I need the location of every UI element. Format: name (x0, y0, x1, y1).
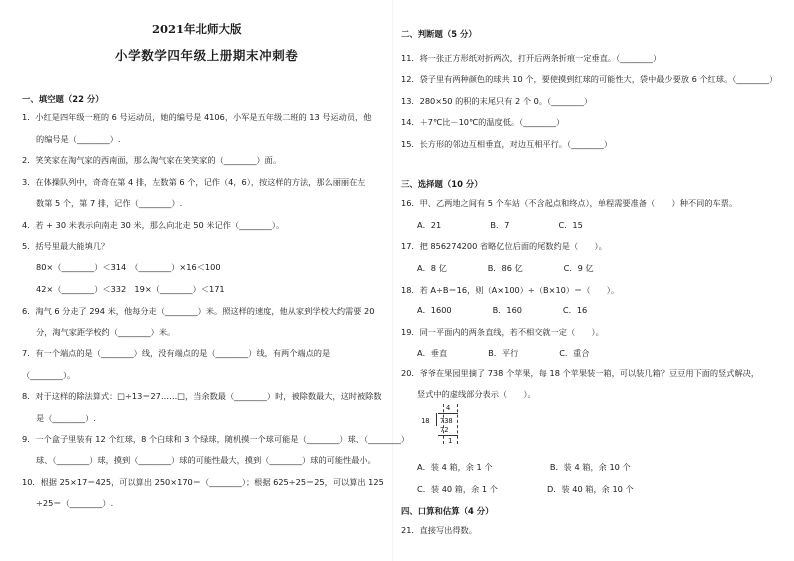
question-17-options: A．8 亿 B．86 亿 C．9 亿 (417, 263, 594, 273)
question-7-line1: 7．有一个端点的是（________）线，没有端点的是（________）线，有两个端点的是 (22, 348, 331, 358)
question-11: 11．将一张正方形纸对折两次，打开后两条折痕一定垂直。（________） (401, 53, 662, 63)
column-divider (392, 0, 393, 561)
division-bracket (436, 413, 437, 426)
question-10-line1: 10．根据 25×17＝425，可以算出 250×170＝（________）；根据 625÷25＝25，可以算出 125 (22, 477, 384, 487)
question-14: 14．＋7℃比－10℃的温度低。（________） (401, 117, 565, 127)
question-3-line2: 数第 5 个，第 7 排，记作（________）. (36, 198, 183, 208)
section-choice: 三、选择题（10 分） (401, 179, 483, 189)
section-judge: 二、判断题（5 分） (401, 29, 477, 39)
question-16-options: A．21 B．7 C．15 (417, 220, 583, 230)
question-20-line2: 竖式中的虚线部分表示（ ）。 (417, 389, 536, 399)
question-12: 12．袋子里有两种颜色的球共 10 个，要使摸到红球的可能性大，袋中最少要放 6 个红球。（________） (401, 74, 778, 84)
question-1-line1: 1．小红是四年级一班的 6 号运动员，她的编号是 4106，小军是五年级二班的 13 号运动员，他 (22, 112, 372, 122)
long-division-figure (421, 403, 461, 447)
exam-title: 小学数学四年级上册期末冲刺卷 (115, 48, 299, 63)
question-5-row1: 80×（________）＜314 （________）×16＜100 (36, 262, 221, 272)
question-5-row2: 42×（________）＜332 19×（________）＜171 (36, 284, 225, 294)
question-3-line1: 3．在体操队列中，奇奇在第 4 排，左数第 6 个，记作（4，6），按这样的方法，那么丽丽在左 (22, 177, 366, 187)
question-21: 21．直接写出得数。 (401, 525, 477, 535)
question-2: 2．笑笑家在淘气家的西南面，那么淘气家在笑笑家的（________）面。 (22, 155, 282, 165)
exam-title-year: 2021年北师大版 (152, 22, 242, 36)
division-remainder: 1 (448, 437, 453, 445)
question-18: 18．若 A÷B＝16，则（A×100）÷（B×10）＝（ ）。 (401, 285, 620, 295)
question-18-options: A．1600 B．160 C．16 (417, 305, 588, 315)
question-20-line1: 20．爷爷在果园里摘了 738 个苹果，每 18 个苹果装一箱，可以装几箱？豆豆用下面的竖式解决， (401, 368, 760, 378)
division-dividend: 738 (440, 417, 453, 425)
question-4: 4．若 + 30 米表示向南走 30 米，那么向北走 50 米记作（________）。 (22, 220, 285, 230)
question-1-line2: 的编号是（________）. (36, 134, 121, 144)
question-20-options-ab: A．装 4 箱，余 1 个 B．装 4 箱，余 10 个 (417, 462, 631, 472)
question-17: 17．把 856274200 省略亿位后面的尾数约是（ ）。 (401, 241, 607, 251)
question-8-line2: 是（________）. (36, 413, 96, 423)
question-16: 16．甲、乙两地之间有 5 个车站（不含起点和终点），单程需要准备（ ）种不同的车票。 (401, 198, 738, 208)
section-fill-in: 一、填空题（22 分） (22, 94, 104, 104)
question-5: 5．括号里最大能填几？ (22, 241, 110, 251)
question-7-line2: （________）。 (22, 370, 76, 380)
section-oral: 四、口算和估算（4 分） (401, 506, 494, 516)
question-9-line2: 球、（________）球，摸到（________）球的可能性最大，摸到（________）球的可能性最小。 (36, 455, 376, 465)
question-19: 19．同一平面内的两条直线，若不相交就一定（ ）。 (401, 327, 604, 337)
question-6-line2: 分，淘气家距学校约（________）米。 (36, 327, 176, 337)
question-9-line1: 9．一个盒子里装有 12 个红球，8 个白球和 3 个绿球，随机摸一个球可能是（________）球、（________） (22, 434, 410, 444)
question-6-line1: 6．淘气 6 分走了 294 米，他每分走（________）米。照这样的速度，他从家到学校大约需要 20 (22, 306, 375, 316)
question-10-line2: ÷25＝（________）. (36, 498, 114, 508)
question-13: 13．280×50 的积的末尾只有 2 个 0。（________） (401, 96, 593, 106)
division-divisor: 18 (421, 417, 430, 425)
division-partial: 72 (440, 426, 449, 434)
dashed-highlight (443, 404, 458, 444)
question-15: 15．长方形的邻边互相垂直，对边互相平行。（________） (401, 139, 613, 149)
division-quotient: 4 (446, 404, 451, 412)
question-19-options: A．垂直 B．平行 C．重合 (417, 348, 590, 358)
question-20-options-cd: C．装 40 箱，余 1 个 D．装 40 箱，余 10 个 (417, 484, 634, 494)
question-8-line1: 8．对于这样的除法算式：□÷13＝27……□，当余数最（________）时，被除数最大，这时被除数 (22, 391, 382, 401)
